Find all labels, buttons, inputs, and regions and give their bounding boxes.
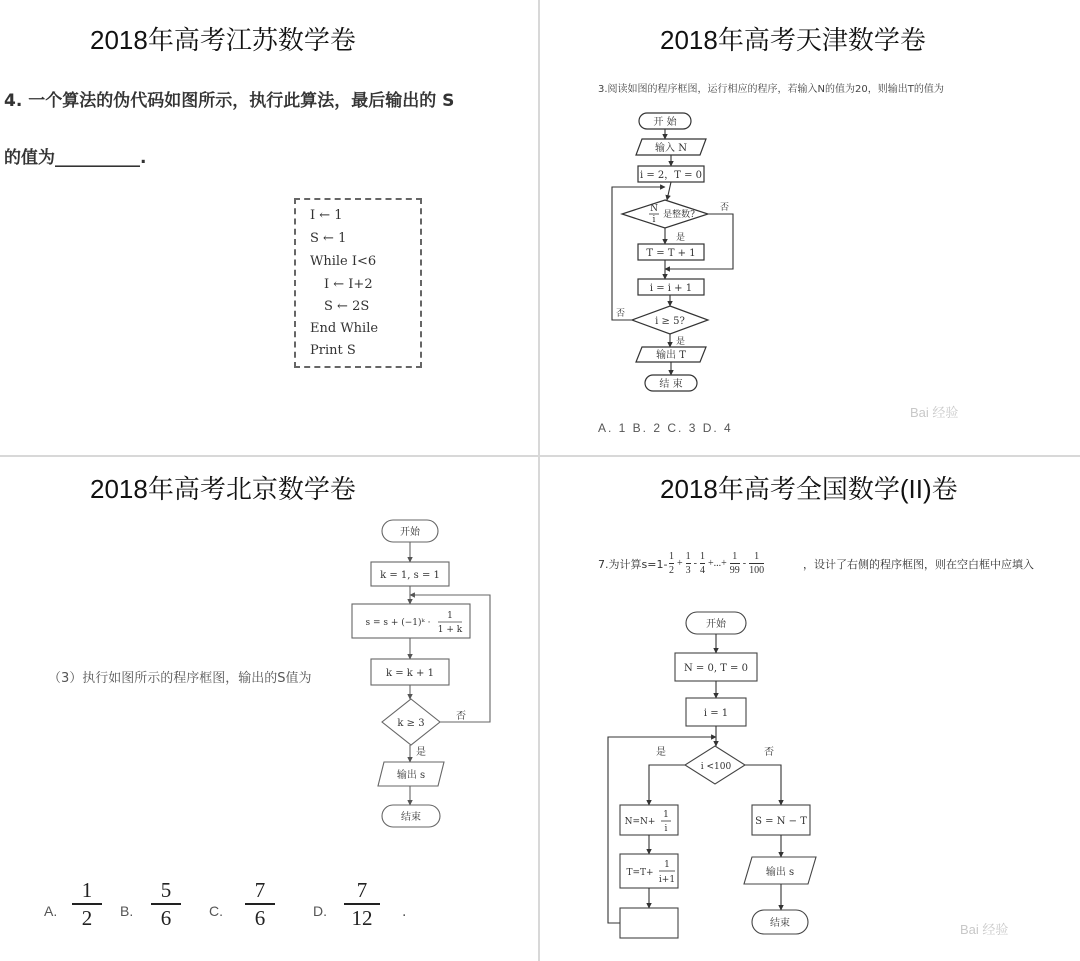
decision-label: 是整数?: [663, 210, 695, 220]
flowchart: [540, 0, 1078, 455]
fraction-numerator: 1: [669, 550, 674, 562]
fraction-denominator: 2: [81, 906, 93, 930]
option-letter: B.: [120, 903, 134, 919]
code-line: Print S: [310, 343, 356, 358]
panel-title: 2018年高考全国数学(II)卷: [660, 474, 958, 504]
option-fraction: [149, 879, 183, 929]
code-line: I ← I+2: [324, 277, 373, 292]
fraction-numerator: 1: [732, 550, 738, 562]
start-label: 开始: [706, 619, 726, 630]
fraction-denominator: 100: [749, 564, 765, 576]
question-text: 3.阅读如图的程序框图，运行相应的程序，若输入N的值为20，则输出T的值为: [598, 84, 944, 95]
output-label: 输出 s: [765, 867, 795, 878]
fraction-numerator: N: [650, 204, 658, 214]
code-line: While I<6: [310, 254, 377, 269]
fraction-numerator: 7: [254, 878, 266, 902]
fraction-numerator: 5: [160, 878, 172, 902]
quanguo2-panel: [540, 457, 1078, 961]
fraction-denominator: 6: [160, 906, 172, 930]
decision2-label: i ≥ 5?: [655, 316, 685, 327]
yes-label: 是: [416, 747, 426, 758]
fraction-bar: [245, 903, 275, 905]
fraction-bar: [151, 903, 181, 905]
start-label: 开 始: [653, 117, 677, 128]
no-label: 否: [764, 747, 774, 758]
question-prefix: 7.为计算s=1-: [598, 558, 668, 571]
pseudocode-box: [294, 198, 422, 368]
code-line: S ← 1: [310, 231, 347, 246]
init-label: i = 2，T = 0: [639, 170, 703, 181]
fraction-denominator: i: [652, 215, 656, 225]
fraction-denominator: 3: [685, 564, 691, 576]
i-init-label: i = 1: [703, 708, 729, 719]
end-label: 结束: [401, 812, 421, 823]
code-line: S ← 2S: [324, 299, 370, 314]
trailing-period: .: [402, 903, 407, 920]
watermark: Bai 经验: [910, 405, 959, 420]
blank-box: [620, 908, 678, 938]
fraction-bar: [344, 903, 380, 905]
series-sign: +...+: [707, 557, 727, 569]
option-fraction: [70, 879, 104, 929]
init-label: k = 1, s = 1: [380, 570, 440, 581]
beijing-panel: [0, 457, 538, 961]
fraction-denominator: 4: [699, 564, 705, 576]
fraction-denominator: 99: [729, 564, 740, 576]
n-update-label: N=N+: [624, 817, 656, 827]
jiangsu-panel: [0, 0, 538, 455]
update-k-label: k = k + 1: [386, 668, 434, 679]
fraction-denominator: 2: [669, 564, 674, 576]
fraction-numerator: 1: [664, 860, 670, 870]
output-label: 输出 s: [396, 770, 426, 781]
step1-label: T = T + 1: [646, 248, 696, 259]
fraction-denominator: i+1: [658, 875, 676, 885]
fraction-numerator: 1: [447, 611, 453, 621]
option-letter: D.: [313, 903, 327, 919]
panel-title: 2018年高考江苏数学卷: [90, 25, 356, 55]
tianjin-panel: [540, 0, 1078, 455]
no-label: 否: [616, 309, 626, 319]
s-compute-label: S = N − T: [755, 816, 807, 827]
no-label: 否: [720, 203, 730, 213]
code-line: I ← 1: [310, 208, 343, 223]
panel-title: 2018年高考北京数学卷: [90, 474, 356, 504]
fraction-numerator: 7: [356, 878, 368, 902]
question-text: （3）执行如图所示的程序框图，输出的S值为: [48, 671, 312, 686]
update-s-label: s = s + (−1)ᵏ ·: [365, 618, 431, 628]
fraction-numerator: 1: [699, 550, 705, 562]
input-label: 输入 N: [655, 143, 687, 154]
question-suffix: ，设计了右侧的程序框图，则在空白框中应填入: [803, 558, 1034, 571]
question-line-2: 的值为__________.: [4, 148, 147, 168]
panel-title: 2018年高考天津数学卷: [660, 25, 926, 55]
flowchart: [540, 457, 1078, 961]
code-line: End While: [310, 321, 379, 336]
output-label: 输出 T: [656, 350, 686, 361]
yes-label: 是: [656, 747, 666, 758]
fraction-denominator: 1 + k: [437, 625, 463, 635]
step2-label: i = i + 1: [649, 283, 693, 294]
decision-label: k ≥ 3: [397, 718, 425, 729]
fraction-denominator: 6: [254, 906, 266, 930]
fraction-numerator: 1: [81, 878, 93, 902]
end-label: 结 束: [659, 379, 683, 390]
series-sign: +: [677, 557, 683, 569]
watermark: Bai 经验: [960, 922, 1009, 937]
option-letter: C.: [209, 903, 223, 919]
decision-label: i <100: [700, 762, 732, 772]
yes-label: 是: [676, 337, 686, 347]
series-sign: -: [742, 557, 747, 569]
fraction-bar: [72, 903, 102, 905]
answer-options: A. 1 B. 2 C. 3 D. 4: [598, 421, 733, 435]
fraction-denominator: 12: [351, 906, 373, 930]
yes-label: 是: [676, 233, 686, 243]
series-sign: -: [693, 557, 697, 569]
start-label: 开始: [400, 527, 420, 538]
fraction-numerator: 1: [663, 810, 669, 820]
t-update-label: T=T+: [626, 868, 654, 878]
question-line-1: 4. 一个算法的伪代码如图所示，执行此算法，最后输出的 S: [4, 91, 455, 111]
fraction-numerator: 1: [754, 550, 760, 562]
end-label: 结束: [770, 918, 790, 929]
no-label: 否: [456, 711, 466, 722]
option-fraction: [243, 879, 277, 929]
option-fraction: [342, 879, 382, 929]
fraction-denominator: i: [664, 824, 668, 834]
init-label: N = 0, T = 0: [684, 663, 748, 674]
fraction-numerator: 1: [685, 550, 691, 562]
option-letter: A.: [44, 903, 58, 919]
